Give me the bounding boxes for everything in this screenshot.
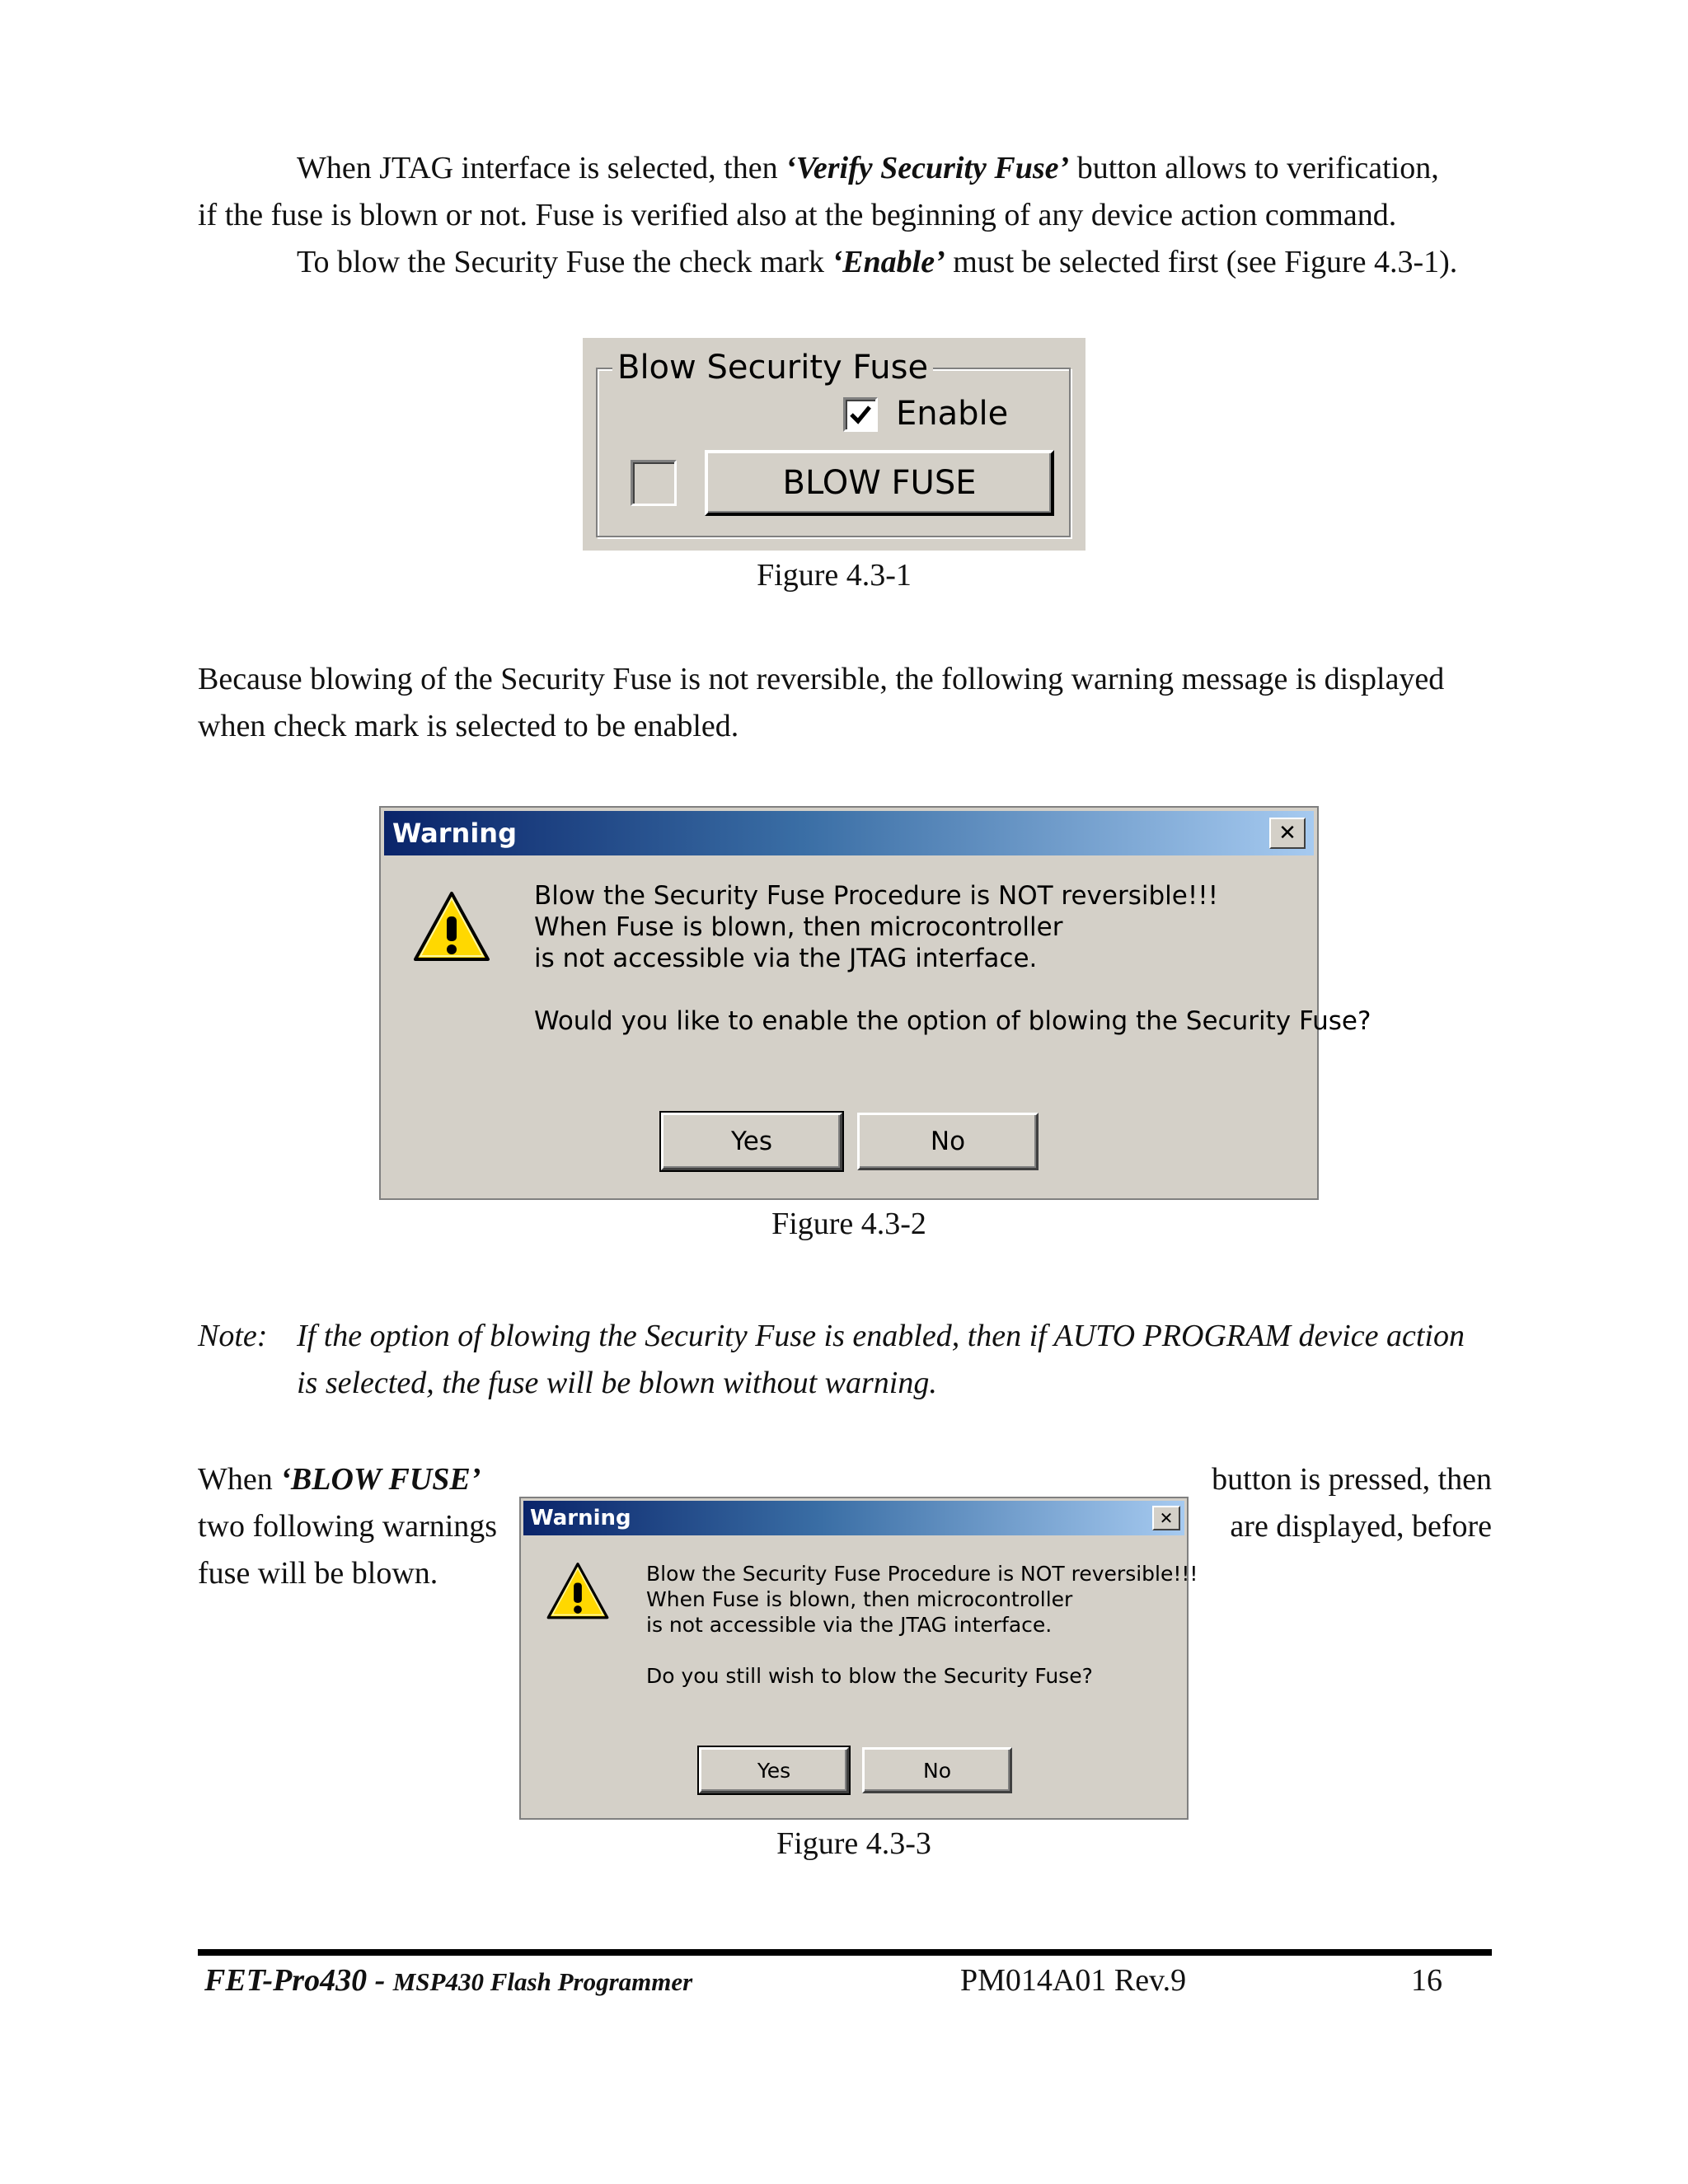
message-line-1: Blow the Security Fuse Procedure is NOT reversible!!! <box>534 881 1219 911</box>
para3-line-2-right: are displayed, before <box>1230 1509 1492 1544</box>
warning-dialog-blow <box>519 1497 1198 1820</box>
no-button[interactable]: No <box>862 1747 1012 1793</box>
intro-line-1 <box>297 145 1439 192</box>
note-label: Note: <box>198 1319 268 1353</box>
verify-security-fuse-ref: ‘Verify Security Fuse’ <box>785 151 1070 185</box>
figure-4-3-1 <box>583 338 1085 551</box>
dialog-titlebar <box>523 1501 1184 1535</box>
figure-4-3-1-caption: Figure 4.3-1 <box>757 558 912 593</box>
intro-text: When JTAG interface is selected, then <box>297 151 786 185</box>
para2-line-1: Because blowing of the Security Fuse is not reversible, the following warning message is displayed <box>198 662 1445 696</box>
enable-checkbox[interactable] <box>843 397 878 432</box>
message-line-2: When Fuse is blown, then microcontroller <box>646 1587 1073 1611</box>
message-line-4: Would you like to enable the option of blowing the Security Fuse? <box>534 1006 1372 1036</box>
note-line-1: If the option of blowing the Security Fuse is enabled, then if AUTO PROGRAM device action <box>297 1319 1465 1353</box>
dialog-message <box>534 880 1371 1037</box>
no-button[interactable]: No <box>857 1113 1039 1170</box>
intro-text: button allows to verification, <box>1069 151 1439 185</box>
dialog-message <box>646 1561 1198 1689</box>
footer-subtitle: MSP430 Flash Programmer <box>392 1967 693 1996</box>
figure-4-3-3-caption: Figure 4.3-3 <box>776 1826 931 1861</box>
warning-icon <box>412 890 491 964</box>
intro-text: must be selected first (see Figure 4.3-1). <box>945 245 1458 279</box>
message-line-1: Blow the Security Fuse Procedure is NOT reversible!!! <box>646 1562 1198 1586</box>
para3-line-2-left: two following warnings <box>198 1509 498 1544</box>
intro-line-3 <box>297 239 1457 286</box>
para2-line-2: when check mark is selected to be enabled. <box>198 709 739 743</box>
blow-fuse-ref: ‘BLOW FUSE’ <box>280 1462 481 1497</box>
dialog-titlebar <box>384 811 1314 855</box>
footer-rule <box>198 1949 1492 1956</box>
blow-fuse-button[interactable]: BLOW FUSE <box>705 450 1054 516</box>
intro-line-2: if the fuse is blown or not. Fuse is verified also at the beginning of any device action command. <box>198 198 1397 232</box>
intro-text: To blow the Security Fuse the check mark <box>297 245 832 279</box>
footer-product: FET-Pro430 <box>204 1963 368 1998</box>
footer-page-number: 16 <box>1411 1963 1442 1998</box>
footer-title <box>204 1960 692 2008</box>
close-icon[interactable]: ✕ <box>1152 1506 1180 1530</box>
dialog-title: Warning <box>530 1506 631 1530</box>
para3-line-1-right: button is pressed, then <box>1212 1462 1492 1497</box>
footer-doc-id: PM014A01 Rev.9 <box>960 1963 1187 1998</box>
yes-button[interactable]: Yes <box>699 1747 849 1793</box>
enable-ref: ‘Enable’ <box>832 245 945 279</box>
fuse-status-indicator <box>631 460 677 506</box>
footer-dash: - <box>367 1963 393 1998</box>
message-line-4: Do you still wish to blow the Security Fuse? <box>646 1664 1093 1688</box>
yes-button[interactable]: Yes <box>661 1113 842 1170</box>
checkmark-icon <box>848 402 873 427</box>
figure-4-3-2-caption: Figure 4.3-2 <box>771 1207 926 1241</box>
close-icon[interactable]: ✕ <box>1269 818 1306 849</box>
note-line-2: is selected, the fuse will be blown without warning. <box>297 1366 937 1400</box>
warning-dialog-enable <box>379 806 1372 1200</box>
message-line-2: When Fuse is blown, then microcontroller <box>534 912 1063 942</box>
dialog-title: Warning <box>392 818 517 849</box>
warning-icon <box>546 1561 610 1622</box>
para3-line-3-left: fuse will be blown. <box>198 1556 438 1591</box>
para3-text: When <box>198 1462 281 1497</box>
para3-line-1-left <box>198 1456 481 1503</box>
message-line-3: is not accessible via the JTAG interface. <box>534 944 1038 973</box>
enable-label: Enable <box>896 395 1009 433</box>
group-title: Blow Security Fuse <box>612 348 933 387</box>
message-line-3: is not accessible via the JTAG interface. <box>646 1613 1053 1637</box>
